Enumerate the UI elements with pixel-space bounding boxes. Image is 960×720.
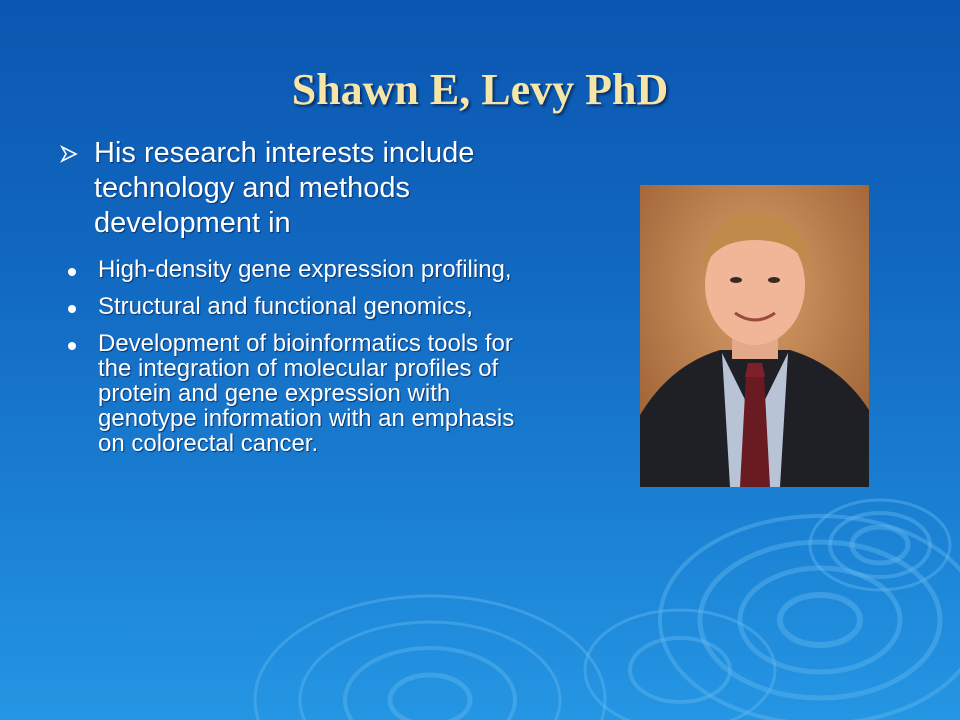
dot-bullet-icon (68, 342, 76, 350)
sub-bullet-list (60, 257, 620, 456)
sub-bullet-item (68, 294, 620, 319)
sub-bullet-text: Development of bioinformatics tools for the integration of molecular profiles of protein and gene expression with genotype information with an emphasis on colorectal cancer. (98, 330, 515, 457)
sub-bullet-text: High-density gene expression profiling, (98, 256, 512, 283)
sub-bullet-item (68, 331, 620, 456)
portrait-photo (640, 185, 869, 487)
slide-title: Shawn E, Levy PhD (291, 65, 669, 114)
arrow-bullet-icon (60, 136, 94, 168)
sub-bullet-item (68, 257, 620, 282)
main-bullet-text: His research interests include technology and methods development in (94, 137, 475, 239)
dot-bullet-icon (68, 305, 76, 313)
slide-content (60, 136, 620, 468)
sub-bullet-text: Structural and functional genomics, (98, 293, 473, 320)
main-bullet-item (60, 136, 620, 241)
dot-bullet-icon (68, 268, 76, 276)
